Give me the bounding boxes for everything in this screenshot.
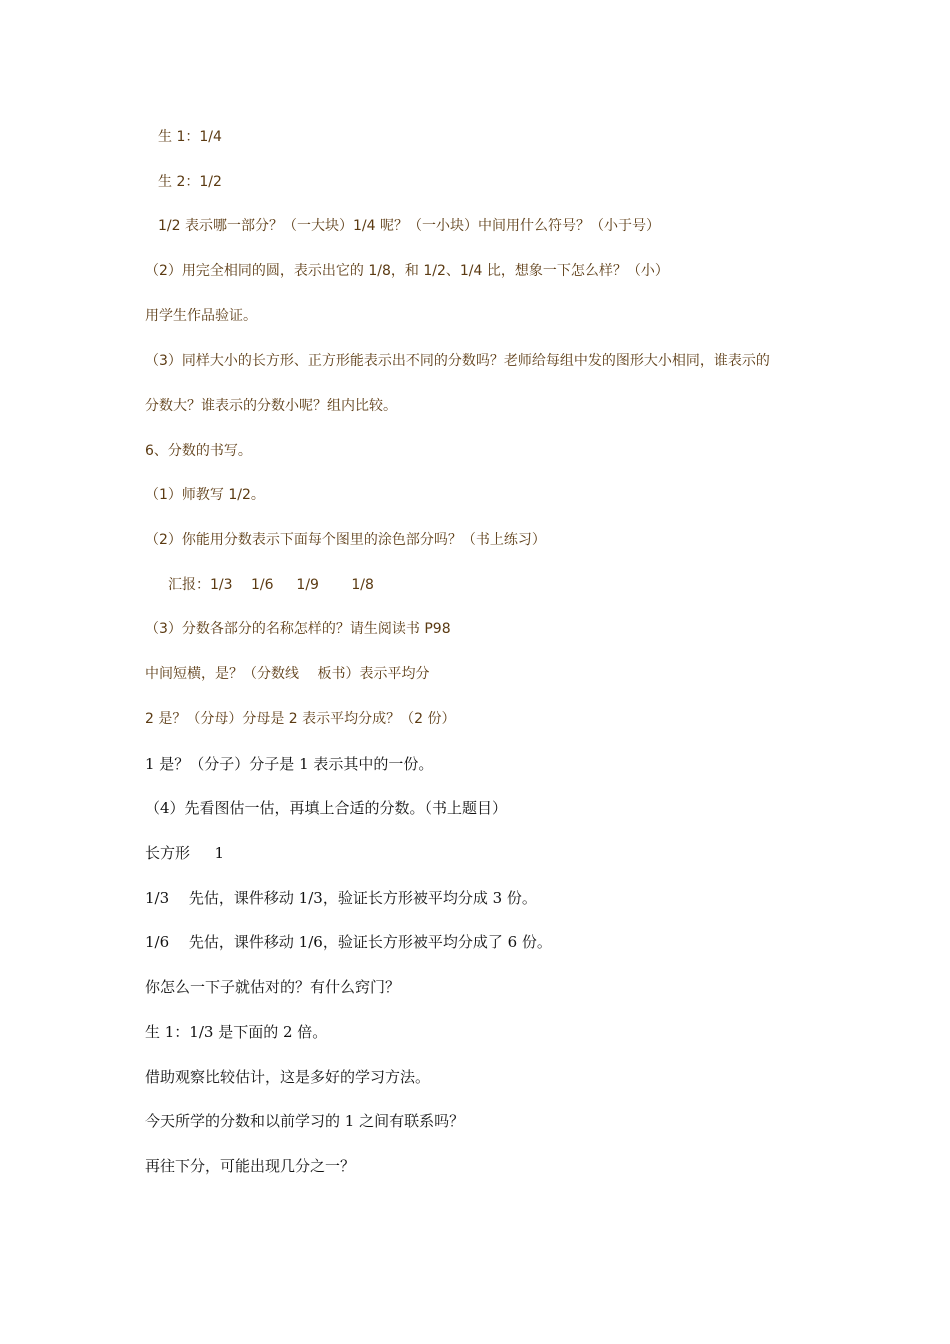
text-line: 生 1：1/3 是下面的 2 倍。 <box>145 1023 328 1041</box>
text-line: （2）你能用分数表示下面每个图里的涂色部分吗？（书上练习） <box>145 532 546 548</box>
text-line: 汇报：1/3 1/6 1/9 1/8 <box>168 577 374 593</box>
text-line: （4）先看图估一估，再填上合适的分数。（书上题目） <box>145 799 508 817</box>
section-heading: 6、分数的书写。 <box>145 443 252 459</box>
text-line: 1/2 表示哪一部分？（一大块）1/4 呢？（一小块）中间用什么符号？（小于号） <box>158 218 660 234</box>
text-line: 再往下分，可能出现几分之一？ <box>145 1157 356 1175</box>
text-line: 你怎么一下子就估对的？有什么窍门？ <box>145 978 401 996</box>
text-line: 生 2：1/2 <box>158 174 222 190</box>
text-line: 用学生作品验证。 <box>145 308 257 324</box>
text-line: 1/6 先估，课件移动 1/6，验证长方形被平均分成了 6 份。 <box>145 933 552 951</box>
text-line: （3）分数各部分的名称怎样的？请生阅读书 P98 <box>145 621 451 637</box>
text-line: 生 1：1/4 <box>158 129 222 145</box>
text-line: 2 是？（分母）分母是 2 表示平均分成？（2 份） <box>145 711 456 727</box>
text-line: 1/3 先估，课件移动 1/3，验证长方形被平均分成 3 份。 <box>145 889 537 907</box>
text-line: 1 是？（分子）分子是 1 表示其中的一份。 <box>145 755 434 773</box>
text-line: 长方形 1 <box>145 844 225 862</box>
text-line: （2）用完全相同的圆，表示出它的 1/8，和 1/2、1/4 比，想象一下怎么样？（小） <box>145 263 669 279</box>
text-line: 分数大？谁表示的分数小呢？组内比较。 <box>145 398 397 414</box>
text-line: （1）师教写 1/2。 <box>145 487 265 503</box>
text-line: 中间短横，是？（分数线 板书）表示平均分 <box>145 666 430 682</box>
text-line: 今天所学的分数和以前学习的 1 之间有联系吗？ <box>145 1112 465 1130</box>
text-line: （3）同样大小的长方形、正方形能表示出不同的分数吗？老师给每组中发的图形大小相同，谁表示的 <box>145 353 770 369</box>
text-line: 借助观察比较估计，这是多好的学习方法。 <box>145 1068 431 1086</box>
